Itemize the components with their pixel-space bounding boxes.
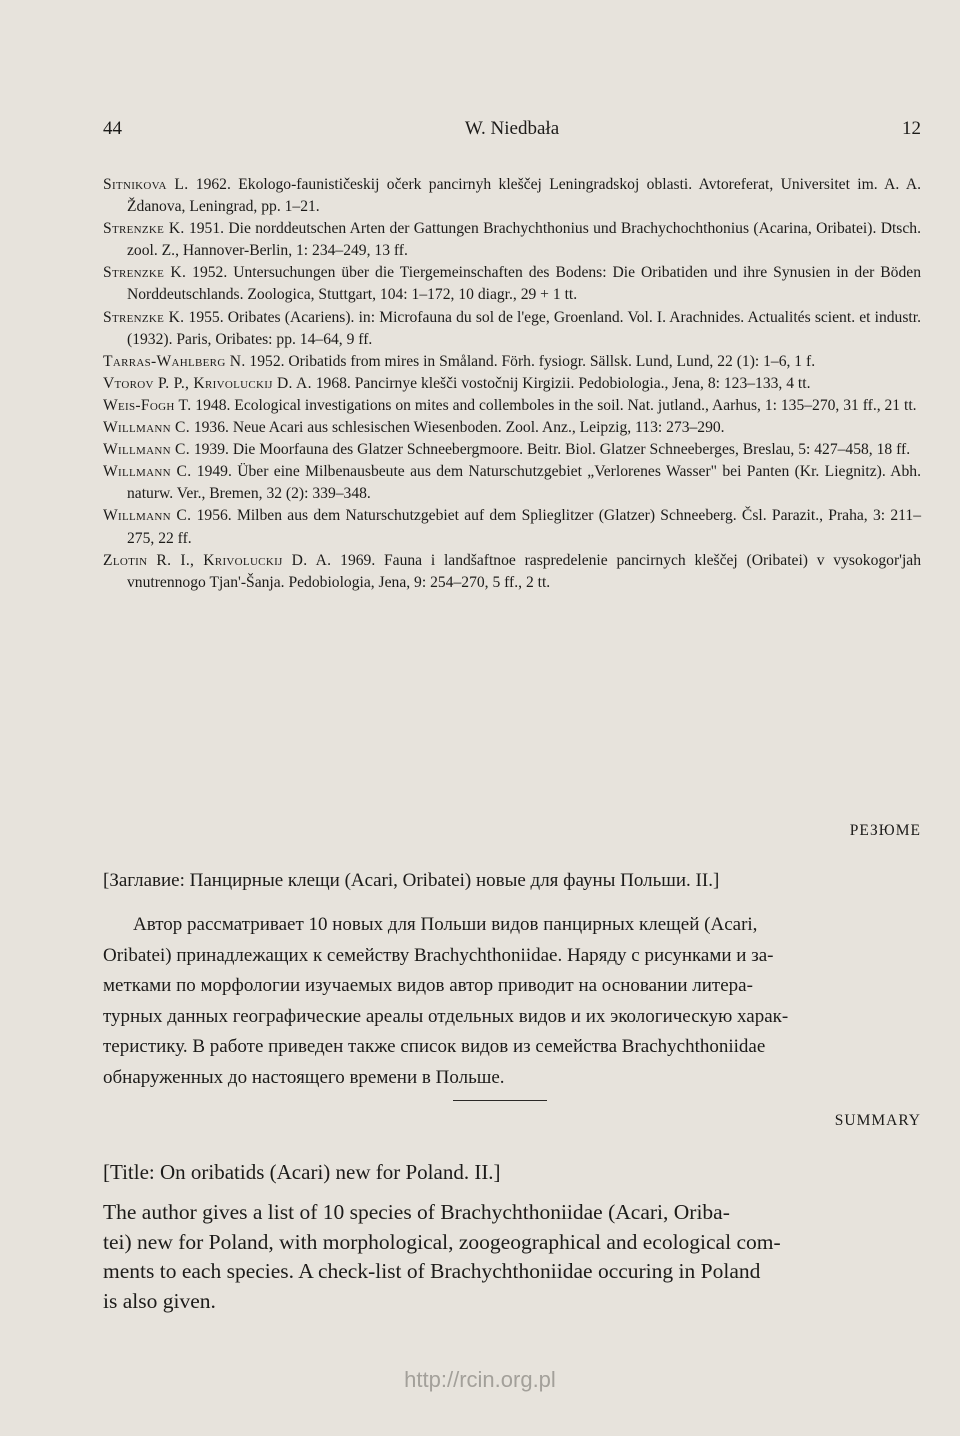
reference-text: 1952. Oribatids from mires in Småland. Förh. fysiogr. Sällsk. Lund, Lund, 22 (1): 1–6, 1 f.	[245, 352, 816, 370]
reference-text: 1939. Die Moorfauna des Glatzer Schneebergmoore. Beitr. Biol. Glatzer Schneeberges, Breslau, 5: 427–458, 18 ff.	[189, 441, 911, 459]
summary-heading: SUMMARY	[834, 1112, 921, 1129]
reference-text: 1955. Oribates (Acariens). in: Microfauna du sol de l'ege, Groenland. Vol. I. Arachnides. Actualités scient. et industr. (1932). Paris, Oribates: pp. 14–64, 9 ff.	[127, 308, 921, 348]
reference-author: Strenzke K.	[103, 264, 187, 282]
reference-list	[103, 174, 921, 594]
reference-text: 1952. Untersuchungen über die Tiergemeinschaften des Bodens: Die Oribatiden und ihre Synusien in der Böden Norddeutschlands. Zoologica, Stuttgart, 104: 1–172, 10 diagr., 29 + 1 tt.	[127, 264, 921, 304]
page-header	[103, 118, 921, 142]
reference-entry	[103, 218, 921, 262]
summary-line: ments to each species. A check-list of Brachychthoniidae occuring in Poland	[103, 1259, 761, 1283]
summary-line: tei) new for Poland, with morphological, zoogeographical and ecological com-	[103, 1229, 781, 1254]
resume-line: Автор рассматривает 10 новых для Польши видов панцирных клещей (Acari,	[133, 914, 758, 935]
resume-paragraph	[103, 910, 921, 1093]
reference-author: Willmann C.	[103, 419, 190, 437]
resume-line: теристику. В работе приведен также список видов из семейства Brachychthoniidae	[103, 1036, 766, 1057]
reference-entry	[103, 262, 921, 306]
page-number-left: 44	[103, 118, 122, 139]
resume-line: турных данных географические ареалы отдельных видов и их экологическую харак-	[103, 1005, 789, 1027]
reference-entry	[103, 417, 921, 439]
summary-line: is also given.	[103, 1288, 216, 1313]
resume-title: [Заглавие: Панцирные клещи (Acari, Oribatei) новые для фауны Польши. II.]	[103, 870, 720, 891]
reference-author: Strenzke K.	[103, 308, 185, 326]
reference-entry	[103, 395, 921, 417]
reference-entry	[103, 505, 921, 549]
reference-text: 1948. Ecological investigations on mites and collemboles in the soil. Nat. jutland., Aarhus, 1: 135–270, 31 ff., 21 tt.	[191, 396, 917, 414]
reference-text: 1936. Neue Acari aus schlesischen Wiesenboden. Zool. Anz., Leipzig, 113: 273–290.	[189, 419, 725, 437]
reference-author: Willmann C.	[103, 441, 190, 459]
reference-author: Sitnikova L.	[103, 176, 189, 193]
reference-entry	[103, 439, 921, 461]
running-title: W. Niedbała	[464, 118, 560, 139]
reference-author: Strenzke K.	[103, 220, 185, 238]
reference-entry	[103, 550, 921, 594]
reference-entry	[103, 307, 921, 351]
reference-entry	[103, 373, 921, 395]
reference-text: 1962. Ekologo-faunističeskij očerk pancirnyh kleščej Leningradskoj oblasti. Avtoreferat, Universitet im. A. A. Ždanova, Leningrad, pp. 1–21.	[127, 176, 921, 216]
reference-text: 1949. Über eine Milbenausbeute aus dem Naturschutzgebiet „Verlorenes Wasser" bei Panten (Kr. Liegnitz). Abh. naturw. Ver., Bremen, 32 (2): 339–348.	[127, 463, 921, 503]
resume-line: метками по морфологии изучаемых видов автор приводит на основании литера-	[103, 975, 753, 996]
reference-text: 1956. Milben aus dem Naturschutzgebiet auf dem Splieglitzer (Glatzer) Schneeberg. Čsl. Parazit., Praha, 3: 211–275, 22 ff.	[127, 507, 921, 547]
reference-entry	[103, 174, 921, 218]
reference-text: 1951. Die norddeutschen Arten der Gattungen Brachychthonius und Brachychochthonius (Acarina, Oribatei). Dtsch. zool. Z., Hannover-Berlin, 1: 234–249, 13 ff.	[127, 220, 921, 260]
page-number-right: 12	[902, 118, 921, 139]
reference-author: Weis-Fogh T.	[103, 396, 192, 414]
reference-author: Tarras-Wahlberg N.	[103, 352, 246, 370]
summary-title: [Title: On oribatids (Acari) new for Poland. II.]	[103, 1160, 501, 1184]
reference-author: Zlotin R. I., Krivoluckij D. A.	[103, 551, 332, 569]
section-divider	[453, 1100, 547, 1101]
reference-entry	[103, 351, 921, 373]
reference-entry	[103, 461, 921, 505]
reference-author: Willmann C.	[103, 507, 192, 525]
resume-heading: РЕЗЮМЕ	[849, 822, 921, 839]
reference-author: Vtorov P. P., Krivoluckij D. A.	[103, 374, 312, 392]
summary-line: The author gives a list of 10 species of Brachychthoniidae (Acari, Oriba-	[103, 1200, 730, 1224]
reference-author: Willmann C.	[103, 463, 192, 481]
source-watermark: http://rcin.org.pl	[404, 1367, 556, 1392]
reference-text: 1968. Pancirnye klešči vostočnij Kirgizii. Pedobiologia., Jena, 8: 123–133, 4 tt.	[311, 374, 811, 392]
resume-line: обнаруженных до настоящего времени в Польше.	[103, 1066, 505, 1088]
reference-text: 1969. Fauna i landšaftnoe raspredelenie pancirnych kleščej (Oribatei) v vysokogor'jah vnutrennogo Tjan'-Šanja. Pedobiologia, Jena, 9: 254–270, 5 ff., 2 tt.	[127, 551, 922, 591]
summary-paragraph	[103, 1198, 921, 1316]
resume-line: Oribatei) принадлежащих к семейству Brachychthoniidae. Наряду с рисунками и за-	[103, 944, 774, 966]
